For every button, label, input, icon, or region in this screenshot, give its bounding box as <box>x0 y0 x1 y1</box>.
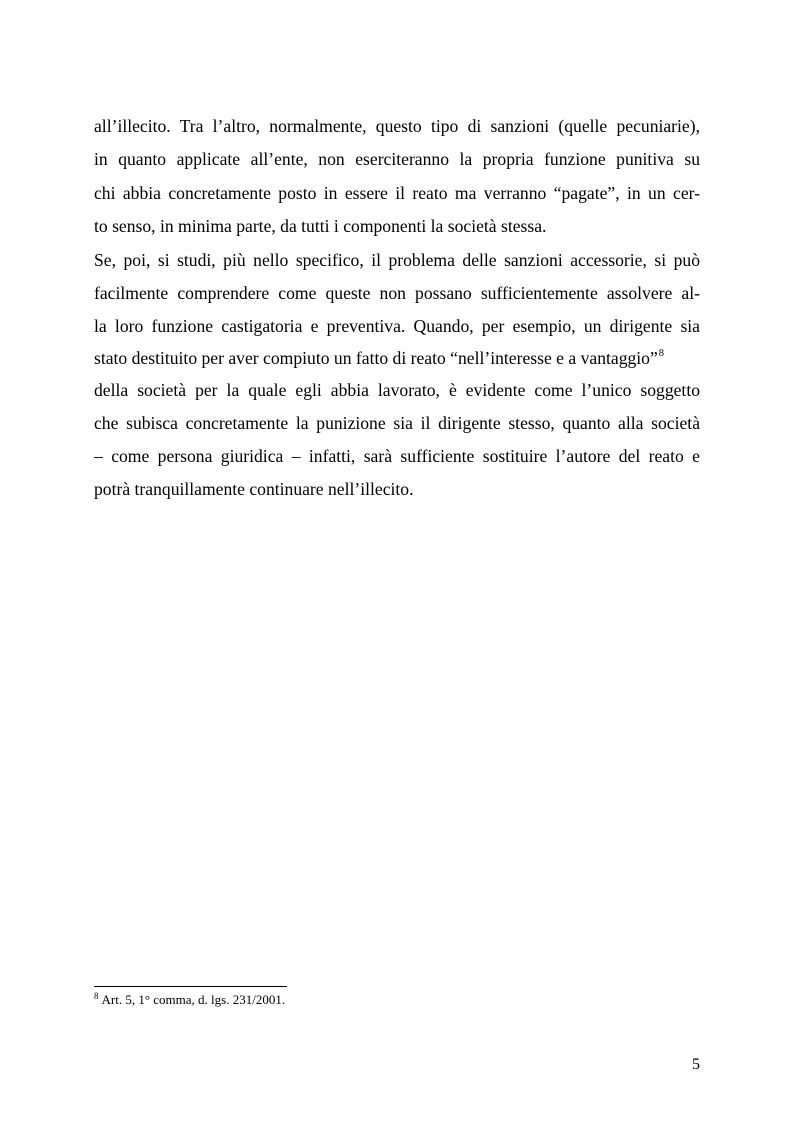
footnote-mark: 8 <box>94 991 99 1001</box>
body-line-8-text: stato destituito per aver compiuto un fatto di reato “nell’interesse e a vantaggio” <box>94 348 658 368</box>
body-line-12: potrà tranquillamente continuare nell’illecito. <box>94 479 414 499</box>
body-line-7: la loro funzione castigatoria e preventiva. Quando, per esempio, un dirigente sia <box>94 316 700 336</box>
body-line-3: chi abbia concretamente posto in essere il reato ma verranno “pagate”, in un cer- <box>94 183 700 203</box>
body-line-2: in quanto applicate all’ente, non eserciteranno la propria funzione punitiva su <box>94 149 700 169</box>
body-line-5: Se, poi, si studi, più nello specifico, il problema delle sanzioni accessorie, si può <box>94 250 700 270</box>
body-line-10: che subisca concretamente la punizione sia il dirigente stesso, quanto alla società <box>94 413 700 433</box>
footnote-divider <box>94 986 287 987</box>
footnote <box>94 992 285 1009</box>
body-line-9: della società per la quale egli abbia lavorato, è evidente come l’unico soggetto <box>94 380 700 400</box>
body-line-4: to senso, in minima parte, da tutti i componenti la società stessa. <box>94 216 547 236</box>
footnote-text: Art. 5, 1° comma, d. lgs. 231/2001. <box>101 992 286 1007</box>
body-line-1: all’illecito. Tra l’altro, normalmente, questo tipo di sanzioni (quelle pecuniarie), <box>94 116 700 136</box>
body-line-6: facilmente comprendere come queste non possano sufficientemente assolvere al- <box>94 283 700 303</box>
page-number: 5 <box>692 1056 700 1073</box>
footnote-reference: 8 <box>658 348 665 359</box>
body-line-11: – come persona giuridica – infatti, sarà sufficiente sostituire l’autore del reato e <box>94 446 700 466</box>
body-line-8 <box>94 348 700 372</box>
